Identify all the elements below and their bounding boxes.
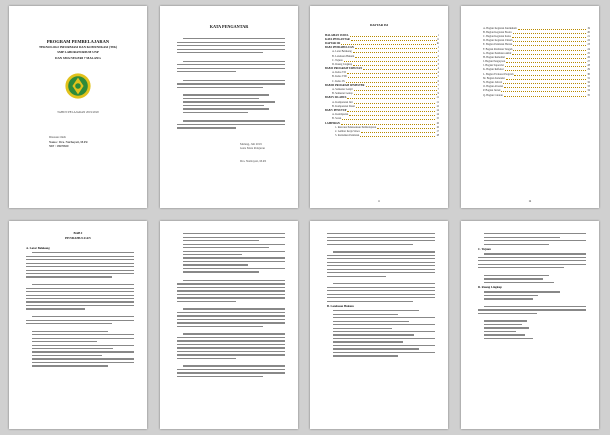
toc-row-leader bbox=[353, 63, 437, 66]
toc-row[interactable] bbox=[325, 50, 439, 54]
toc-row-leader bbox=[348, 75, 437, 78]
toc-list bbox=[325, 33, 439, 138]
toc-row[interactable] bbox=[325, 79, 439, 83]
toc-row-page: 2 bbox=[437, 54, 439, 58]
toc-row-leader bbox=[504, 94, 587, 97]
toc-row[interactable] bbox=[476, 55, 590, 59]
toc-list-2 bbox=[476, 26, 590, 97]
kata-pengantar-body bbox=[177, 36, 285, 131]
toc-row-label: B. Landasan Hukum bbox=[332, 54, 355, 58]
toc-row[interactable] bbox=[325, 104, 439, 108]
toc-row[interactable] bbox=[476, 93, 590, 97]
toc-row-label: 3. Instrumen Penilaian bbox=[335, 134, 360, 138]
toc-row-page: 11 bbox=[436, 96, 439, 100]
toc-row-page: i bbox=[438, 33, 439, 37]
toc-row-label: L. Bagian Evaluasi Program bbox=[483, 72, 514, 76]
toc-row-page: 4 bbox=[437, 71, 439, 75]
toc-row-label: K. Bagian Refleksi bbox=[483, 68, 504, 72]
toc-row-leader bbox=[503, 81, 586, 84]
toc-row-leader bbox=[506, 60, 586, 63]
toc-row-label: F. Bagian Penilaian Tengah bbox=[483, 47, 513, 51]
toc-row-label: A. Kelas VII bbox=[332, 71, 346, 75]
toc-row-page: 19 bbox=[587, 26, 590, 30]
toc-row-leader bbox=[347, 71, 437, 74]
toc-row-page: 12 bbox=[436, 104, 439, 108]
toc-row-page: 18 bbox=[436, 134, 439, 138]
toc-row-label: I. Bagian Pengayaan bbox=[483, 60, 506, 64]
toc-row[interactable] bbox=[476, 47, 590, 51]
toc-row[interactable] bbox=[325, 71, 439, 75]
toc-row-leader bbox=[351, 38, 437, 41]
toc-row-label: P. Bagian Jurnal bbox=[483, 89, 501, 93]
toc-row[interactable] bbox=[476, 89, 590, 93]
bab-1-heading bbox=[9, 231, 147, 240]
toc-row-leader bbox=[513, 43, 586, 46]
toc-row-page: 21 bbox=[587, 34, 590, 38]
toc-row[interactable] bbox=[476, 43, 590, 47]
toc-row-leader bbox=[518, 27, 587, 30]
toc-row-label: G. Bagian Penilaian Akhir bbox=[483, 51, 512, 55]
toc-row-label: D. Ruang Lingkup bbox=[332, 62, 353, 66]
toc-row-leader bbox=[346, 80, 437, 83]
toc-row-page: 27 bbox=[587, 60, 590, 64]
bab-label: BAB I bbox=[73, 231, 83, 235]
toc-row-leader bbox=[350, 34, 437, 37]
page-number: ii bbox=[378, 199, 380, 203]
cover-title-line-4: DAN SMA NEGERI 7 MALANG bbox=[55, 55, 101, 60]
cover-author-nip: NIP : 19670820 bbox=[49, 144, 69, 149]
toc-row-label: BAB I PENDAHULUAN bbox=[325, 46, 354, 50]
toc-row-label: BAB II PROGRAM TAHUNAN bbox=[325, 67, 363, 71]
toc-row-leader bbox=[514, 73, 586, 76]
toc-row-label: DAFTAR ISI bbox=[325, 41, 341, 45]
toc-row-page: 22 bbox=[587, 39, 590, 43]
toc-row-leader bbox=[512, 35, 586, 38]
toc-row[interactable] bbox=[476, 76, 590, 80]
toc-row-page: 24 bbox=[587, 47, 590, 51]
toc-row-label: KATA PENGANTAR bbox=[325, 37, 350, 41]
toc-row-leader bbox=[506, 56, 586, 59]
toc-row[interactable] bbox=[476, 72, 590, 76]
school-logo-icon bbox=[64, 72, 92, 100]
toc-row[interactable] bbox=[325, 83, 439, 87]
toc-row[interactable] bbox=[476, 68, 590, 72]
toc-row[interactable] bbox=[325, 113, 439, 117]
toc-row-label: LAMPIRAN bbox=[325, 121, 340, 125]
toc-row[interactable] bbox=[476, 80, 590, 84]
toc-row-page: 34 bbox=[587, 89, 590, 93]
toc-row-leader bbox=[341, 122, 436, 125]
toc-row[interactable] bbox=[476, 64, 590, 68]
toc-row-label: C. Tujuan bbox=[332, 58, 343, 62]
toc-row[interactable] bbox=[325, 41, 439, 45]
page-daftar-isi bbox=[310, 6, 448, 208]
toc-row-label: HALAMAN JUDUL bbox=[325, 33, 349, 37]
toc-row[interactable] bbox=[325, 87, 439, 91]
toc-row-label: A. Latar Belakang bbox=[332, 50, 352, 54]
cover-title-line-2: TEKNOLOGI INFORMASI DAN KOMUNIKASI (TIK) bbox=[38, 44, 118, 49]
toc-row-leader bbox=[342, 117, 435, 120]
toc-row-leader bbox=[377, 126, 435, 129]
toc-row[interactable] bbox=[325, 134, 439, 138]
toc-row-leader bbox=[341, 42, 435, 45]
toc-row-page: 33 bbox=[587, 85, 590, 89]
toc-row-label: 1. Rencana Pelaksanaan Pembelajaran bbox=[335, 125, 377, 129]
section-heading: C. Tujuan bbox=[478, 247, 491, 252]
toc-row-page: 32 bbox=[587, 81, 590, 85]
cover-subtitle: TAHUN PELAJARAN 2019/2020 bbox=[57, 110, 99, 114]
toc-row-page: 17 bbox=[436, 129, 439, 133]
toc-row[interactable] bbox=[476, 85, 590, 89]
closing-name: Dra. Nurhayati, M.Pd bbox=[240, 158, 267, 163]
toc-row[interactable] bbox=[325, 108, 439, 112]
toc-row-page: 7 bbox=[437, 83, 439, 87]
toc-row[interactable] bbox=[325, 129, 439, 133]
page-bab-1 bbox=[9, 221, 147, 429]
toc-row[interactable] bbox=[325, 75, 439, 79]
toc-row-page: 31 bbox=[587, 76, 590, 80]
toc-row-leader bbox=[506, 77, 586, 80]
toc-row-page: 26 bbox=[587, 55, 590, 59]
toc-row-page: 3 bbox=[437, 62, 439, 66]
toc-row[interactable] bbox=[325, 117, 439, 121]
cover-author-name: Nama : Dra. Nurhayati, M.Pd bbox=[49, 140, 88, 144]
toc-row[interactable] bbox=[325, 100, 439, 104]
toc-row-leader bbox=[356, 105, 435, 108]
toc-row[interactable] bbox=[476, 30, 590, 34]
cover-by-label: Disusun Oleh: bbox=[49, 135, 67, 139]
toc-row-page: ii bbox=[437, 37, 439, 41]
toc-row-page: 29 bbox=[587, 68, 590, 72]
toc-row-leader bbox=[504, 85, 586, 88]
toc-row-page: 15 bbox=[436, 117, 439, 121]
toc-row-page: 9 bbox=[437, 92, 439, 96]
toc-row-leader bbox=[363, 67, 437, 70]
toc-row-leader bbox=[513, 31, 587, 34]
toc-row[interactable] bbox=[325, 125, 439, 129]
toc-row-label: Q. Bagian Catatan bbox=[483, 93, 503, 97]
toc-row-page: 6 bbox=[437, 79, 439, 83]
toc-row-leader bbox=[505, 68, 587, 71]
toc-row-leader bbox=[360, 134, 435, 137]
toc-row[interactable] bbox=[476, 26, 590, 30]
kata-pengantar-title: KATA PENGANTAR bbox=[209, 24, 249, 29]
toc-row[interactable] bbox=[325, 96, 439, 100]
page-number: iii bbox=[528, 199, 532, 203]
toc-row-label: A. Kompetensi Inti bbox=[332, 100, 353, 104]
toc-row-label: D. Bagian Kegiatan Umum bbox=[483, 39, 513, 43]
toc-row-leader bbox=[353, 50, 437, 53]
toc-row-leader bbox=[355, 55, 436, 58]
toc-row-page: 20 bbox=[587, 30, 590, 34]
closing-role: Guru Mata Pelajaran bbox=[240, 146, 265, 151]
page-daftar-isi-2 bbox=[461, 6, 599, 208]
page-kata-pengantar bbox=[160, 6, 298, 208]
toc-row-label: N. Bagian Jadwal bbox=[483, 81, 503, 85]
toc-row-leader bbox=[347, 109, 435, 112]
toc-row-leader bbox=[347, 96, 435, 99]
toc-row[interactable] bbox=[476, 39, 590, 43]
page-body-2 bbox=[160, 221, 298, 429]
toc-row-label: C. Bagian Kegiatan Kelas bbox=[483, 34, 511, 38]
toc-row[interactable] bbox=[325, 33, 439, 37]
toc-row-page: 11 bbox=[436, 100, 439, 104]
toc-row[interactable] bbox=[325, 121, 439, 125]
toc-row[interactable] bbox=[325, 54, 439, 58]
toc-row-label: E. Bagian Penilaian Harian bbox=[483, 43, 513, 47]
toc-row-label: M. Bagian Kalender bbox=[483, 76, 505, 80]
bab-1-body bbox=[26, 244, 134, 369]
toc-row[interactable] bbox=[325, 58, 439, 62]
toc-row-label: O. Bagian Absensi bbox=[483, 85, 504, 89]
page-landasan-hukum bbox=[310, 221, 448, 429]
toc-row[interactable] bbox=[325, 37, 439, 41]
toc-row-label: B. Kelas VIII bbox=[332, 75, 347, 79]
toc-row-page: 1 bbox=[437, 46, 439, 50]
toc-row-leader bbox=[512, 52, 586, 55]
toc-row[interactable] bbox=[325, 62, 439, 66]
cover-author bbox=[49, 140, 137, 149]
cover-title-line-1: PROGRAM PEMBELAJARAN bbox=[46, 39, 110, 44]
toc-row[interactable] bbox=[325, 46, 439, 50]
toc-row[interactable] bbox=[476, 60, 590, 64]
toc-row-label: BAB III PROGRAM SEMESTER bbox=[325, 83, 365, 87]
toc-row-label: B. Saran bbox=[332, 117, 342, 121]
toc-row-label: BAB IV SILABUS bbox=[325, 96, 347, 100]
toc-row-leader bbox=[349, 113, 435, 116]
toc-row-label: C. Kelas IX bbox=[332, 79, 345, 83]
toc-row[interactable] bbox=[476, 51, 590, 55]
toc-row-leader bbox=[505, 64, 586, 67]
kata-pengantar-closing bbox=[240, 142, 266, 163]
toc-row-leader bbox=[501, 89, 586, 92]
page-body-text bbox=[177, 231, 285, 379]
toc-row-leader bbox=[513, 39, 586, 42]
toc-row-label: H. Bagian Remedial bbox=[483, 55, 505, 59]
toc-row[interactable] bbox=[476, 34, 590, 38]
landasan-body bbox=[327, 231, 435, 359]
toc-row-page: 7 bbox=[437, 88, 439, 92]
toc-row-leader bbox=[344, 59, 437, 62]
toc-row-page: 16 bbox=[436, 125, 439, 129]
toc-row-page: 1 bbox=[437, 50, 439, 54]
toc-row-label: A. Kesimpulan bbox=[332, 113, 349, 117]
section-heading: D. Ruang Lingkup bbox=[478, 285, 502, 290]
toc-row-label: A. Semester Ganjil bbox=[332, 88, 353, 92]
toc-row-label: B. Semester Genap bbox=[332, 92, 353, 96]
toc-row-leader bbox=[361, 130, 436, 133]
toc-row-page: 14 bbox=[436, 113, 439, 117]
toc-row-page: 30 bbox=[587, 72, 590, 76]
toc-row-page: 5 bbox=[437, 75, 439, 79]
cover-title bbox=[9, 39, 147, 61]
bab-title: PENDAHULUAN bbox=[65, 235, 91, 240]
cover-title-line-3: SMP LABORATORIUM UNP bbox=[57, 50, 99, 54]
toc-row-page: 35 bbox=[587, 93, 590, 97]
toc-row-page: iii bbox=[436, 41, 439, 45]
toc-row-leader bbox=[354, 88, 437, 91]
toc-row[interactable] bbox=[325, 67, 439, 71]
closing-place: Malang, Juli 2019 bbox=[240, 142, 262, 146]
toc-row-page: 3 bbox=[437, 58, 439, 62]
toc-row-label: A. Bagian Kegiatan Kurikulum bbox=[483, 26, 517, 30]
page-cover bbox=[9, 6, 147, 208]
daftar-isi-title: DAFTAR ISI bbox=[369, 23, 389, 27]
toc-row-leader bbox=[355, 46, 437, 49]
toc-row-leader bbox=[354, 92, 437, 95]
tujuan-body bbox=[478, 231, 586, 341]
toc-row-leader bbox=[513, 48, 586, 51]
toc-row-page: 16 bbox=[436, 121, 439, 125]
section-heading: A. Latar Belakang bbox=[26, 246, 50, 250]
toc-row-leader bbox=[354, 101, 436, 104]
toc-row-label: B. Bagian Kegiatan Ekstra bbox=[483, 30, 512, 34]
toc-row-page: 14 bbox=[436, 108, 439, 112]
page-tujuan bbox=[461, 221, 599, 429]
toc-row-label: BAB V PENUTUP bbox=[325, 108, 347, 112]
toc-row-label: B. Kompetensi Dasar bbox=[332, 104, 356, 108]
toc-row-page: 4 bbox=[437, 67, 439, 71]
toc-row-page: 23 bbox=[587, 43, 590, 47]
toc-row-page: 28 bbox=[587, 64, 590, 68]
toc-row[interactable] bbox=[325, 92, 439, 96]
toc-row-leader bbox=[366, 84, 437, 87]
toc-row-page: 25 bbox=[587, 51, 590, 55]
toc-row-label: 2. Lembar Kerja Siswa bbox=[335, 129, 360, 133]
toc-row-label: J. Bagian Supervisi bbox=[483, 64, 504, 68]
section-heading: B. Landasan Hukum bbox=[327, 304, 354, 308]
